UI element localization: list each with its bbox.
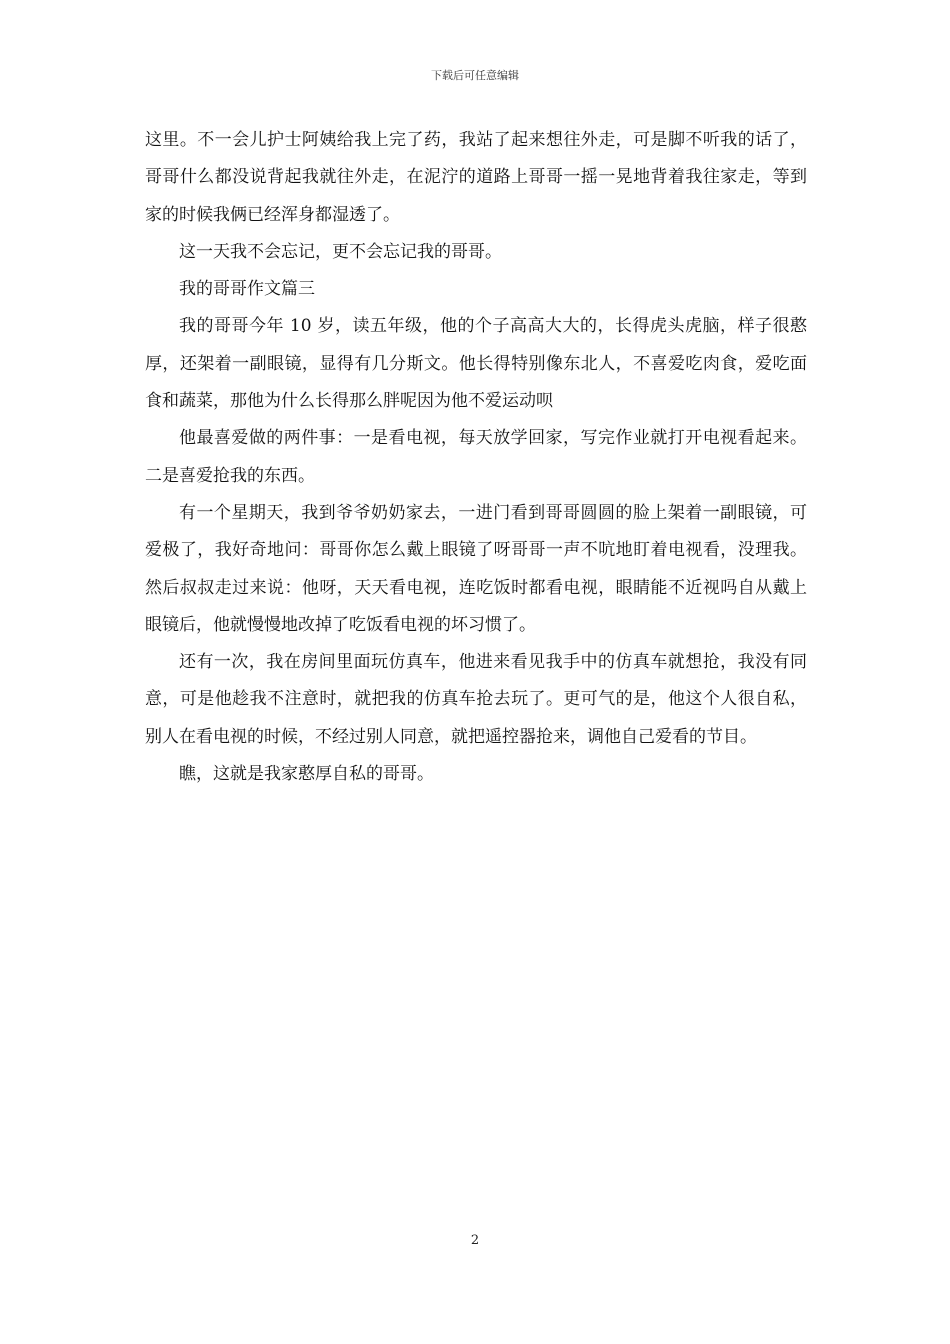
paragraph-1: 这里。不一会儿护士阿姨给我上完了药，我站了起来想往外走，可是脚不听我的话了，哥哥什么都没说背起我就往外走，在泥泞的道路上哥哥一摇一晃地背着我往家走，等到家的时候我俩已经浑身都湿透了。 <box>145 130 807 225</box>
document-body <box>145 122 807 793</box>
section-title: 我的哥哥作文篇三 <box>179 279 315 300</box>
paragraph-4: 我的哥哥今年 10 岁，读五年级，他的个子高高大大的，长得虎头虎脑，样子很憨厚，还架着一副眼镜，显得有几分斯文。他长得特别像东北人，不喜爱吃肉食，爱吃面食和蔬菜，那他为什么长得那么胖呢因为他不爱运动呗 <box>145 316 807 412</box>
paragraph-2: 这一天我不会忘记，更不会忘记我的哥哥。 <box>179 241 502 262</box>
paragraph-8: 瞧，这就是我家憨厚自私的哥哥。 <box>179 764 434 785</box>
paragraph-5: 他最喜爱做的两件事：一是看电视，每天放学回家，写完作业就打开电视看起来。二是喜爱抢我的东西。 <box>145 428 807 486</box>
paragraph-7: 还有一次，我在房间里面玩仿真车，他进来看见我手中的仿真车就想抢，我没有同意，可是他趁我不注意时，就把我的仿真车抢去玩了。更可气的是，他这个人很自私，别人在看电视的时候，不经过别人同意，就把遥控器抢来，调他自己爱看的节目。 <box>145 652 807 747</box>
page-number: 2 <box>470 1233 480 1248</box>
page-header: 下载后可任意编辑 <box>431 69 519 82</box>
paragraph-6: 有一个星期天，我到爷爷奶奶家去，一进门看到哥哥圆圆的脸上架着一副眼镜，可爱极了，我好奇地问：哥哥你怎么戴上眼镜了呀哥哥一声不吭地盯着电视看，没理我。然后叔叔走过来说：他呀，天天看电视，连吃饭时都看电视，眼睛能不近视吗自从戴上眼镜后，他就慢慢地改掉了吃饭看电视的坏习惯了。 <box>145 502 807 635</box>
